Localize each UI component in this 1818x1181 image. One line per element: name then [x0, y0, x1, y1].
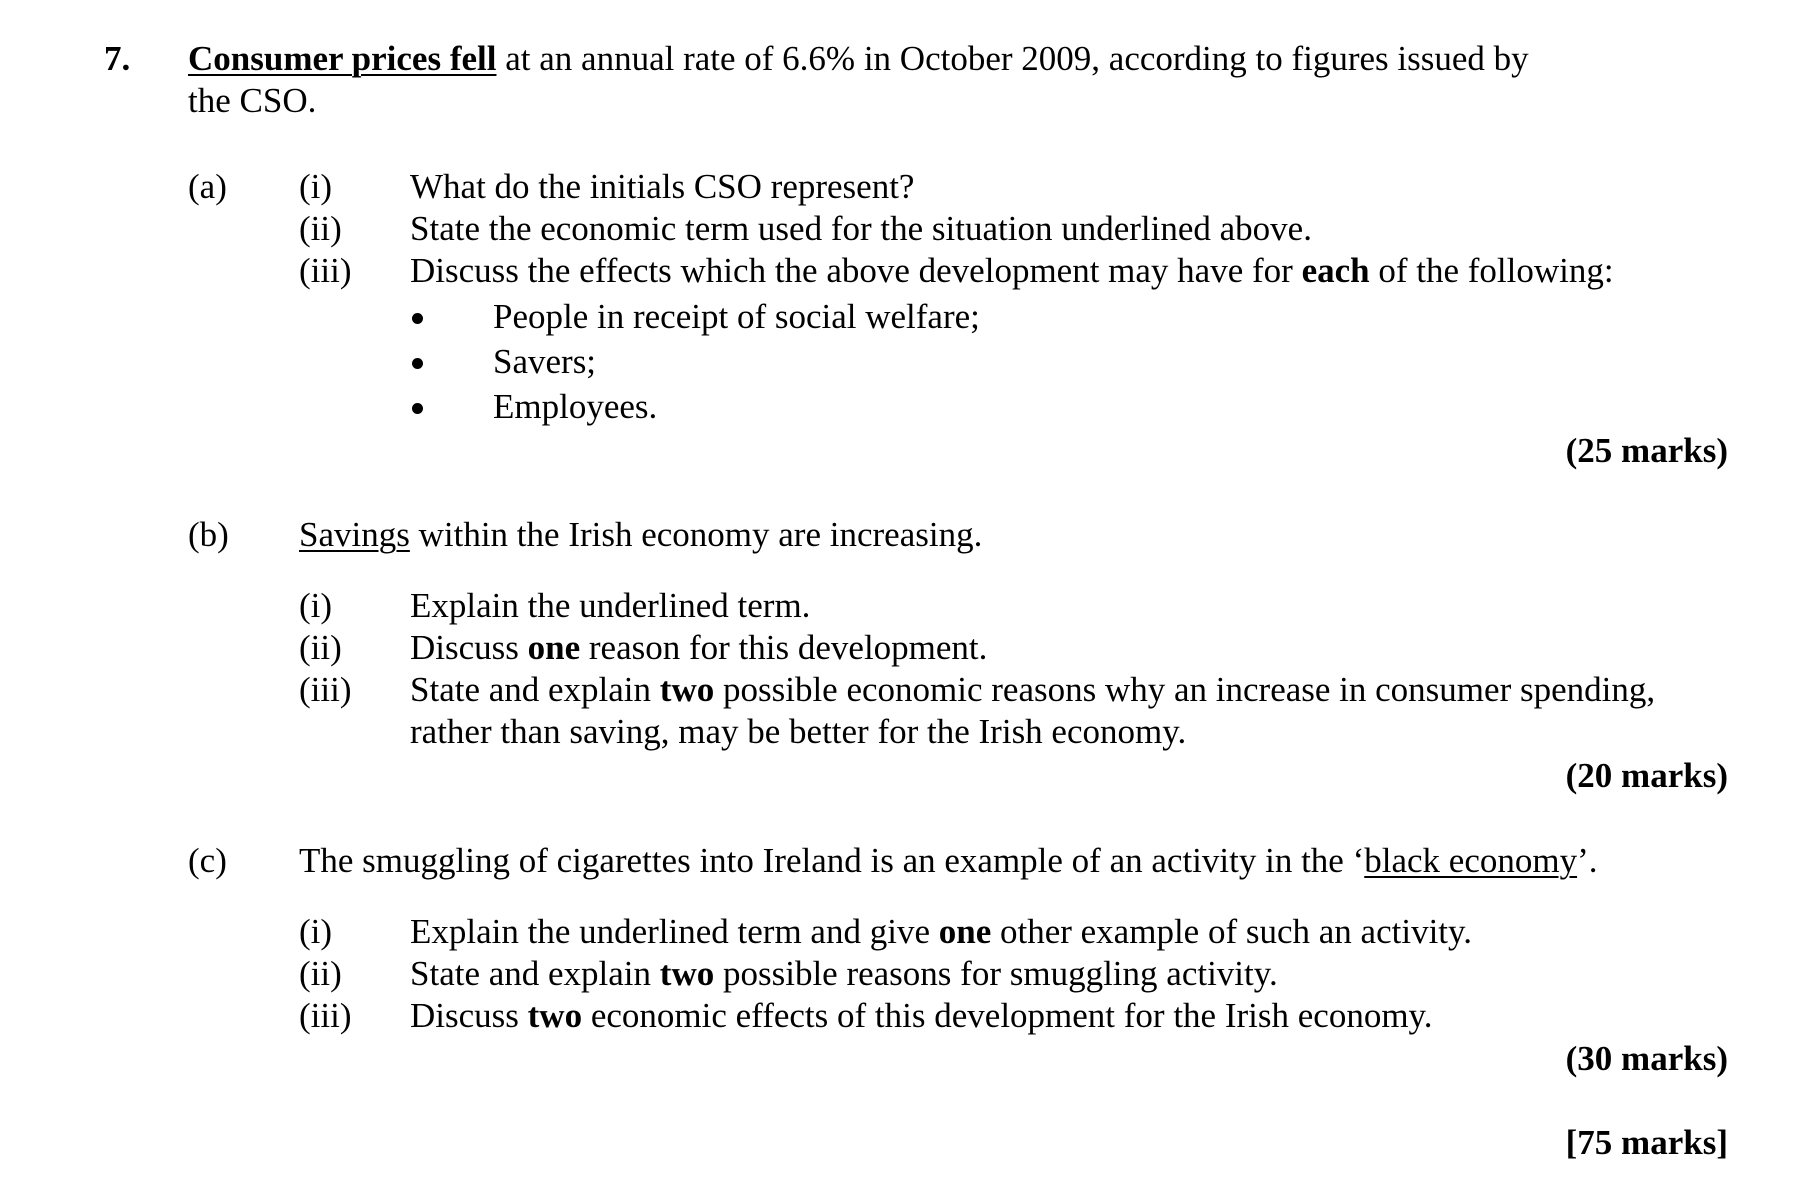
- text-segment: Discuss the effects which the above development may have for: [410, 251, 1302, 290]
- underlined-term: black economy: [1364, 841, 1578, 880]
- text-segment: possible reasons for smuggling activity.: [714, 954, 1278, 993]
- text-segment: State and explain: [410, 954, 660, 993]
- part-c-item-2-text: [410, 953, 1278, 995]
- part-c-item-1-num: (i): [299, 912, 333, 951]
- part-c-marks: (30 marks): [1565, 1039, 1728, 1078]
- text-segment: other example of such an activity.: [991, 912, 1472, 951]
- question-intro-line2: the CSO.: [188, 81, 317, 120]
- text-segment: The smuggling of cigarettes into Ireland is an example of an activity in the ‘: [299, 841, 1365, 880]
- intro-text: at an annual rate of 6.6% in October 2009, according to figures issued by: [496, 39, 1529, 78]
- part-a-item-1-text: What do the initials CSO represent?: [410, 167, 915, 206]
- part-a-bullet-3: Employees.: [493, 387, 658, 426]
- emphasis-word: one: [527, 628, 581, 667]
- text-segment: Discuss: [410, 628, 528, 667]
- part-c-item-1-text: [410, 911, 1472, 953]
- emphasis-word: two: [659, 954, 715, 993]
- text-segment: economic effects of this development for the Irish economy.: [582, 996, 1433, 1035]
- part-c-item-2-num: (ii): [299, 954, 342, 993]
- part-a-bullet-1: People in receipt of social welfare;: [493, 297, 980, 336]
- part-a-item-2-num: (ii): [299, 209, 342, 248]
- part-b-item-2-num: (ii): [299, 628, 342, 667]
- part-b-item-1-num: (i): [299, 586, 333, 625]
- emphasis-word: two: [527, 996, 583, 1035]
- part-b-item-2-text: [410, 627, 987, 669]
- text-segment: of the following:: [1369, 251, 1614, 290]
- part-b-stem: [299, 514, 982, 556]
- part-b-item-3-num: (iii): [299, 670, 352, 709]
- part-a-marks: (25 marks): [1565, 431, 1728, 470]
- part-c-item-3-num: (iii): [299, 996, 352, 1035]
- part-a-item-1-num: (i): [299, 167, 333, 206]
- intro-underlined-phrase: Consumer prices fell: [188, 39, 497, 78]
- part-a-item-3-num: (iii): [299, 251, 352, 290]
- emphasis-word: each: [1301, 251, 1370, 290]
- part-a-item-3-text: [410, 250, 1614, 292]
- part-b-marks: (20 marks): [1565, 756, 1728, 795]
- part-c-stem: [299, 840, 1597, 882]
- text-segment: reason for this development.: [580, 628, 988, 667]
- text-segment: within the Irish economy are increasing.: [409, 515, 983, 554]
- text-segment: possible economic reasons why an increase in consumer spending,: [714, 670, 1656, 709]
- part-c-item-3-text: [410, 995, 1433, 1037]
- underlined-term: Savings: [299, 515, 410, 554]
- bullet-icon: [412, 403, 423, 414]
- text-segment: ’.: [1577, 841, 1598, 880]
- part-b-label: (b): [188, 515, 229, 554]
- emphasis-word: two: [659, 670, 715, 709]
- part-a-bullet-2: Savers;: [493, 342, 597, 381]
- text-segment: Discuss: [410, 996, 528, 1035]
- part-b-item-3-text: [410, 669, 1655, 711]
- text-segment: Explain the underlined term and give: [410, 912, 939, 951]
- part-c-label: (c): [188, 841, 227, 880]
- part-a-item-2-text: State the economic term used for the situation underlined above.: [410, 209, 1312, 248]
- question-number: 7.: [104, 39, 131, 78]
- bullet-icon: [412, 358, 423, 369]
- total-marks: [75 marks]: [1565, 1123, 1728, 1162]
- emphasis-word: one: [938, 912, 992, 951]
- part-b-item-3-text-line2: rather than saving, may be better for the Irish economy.: [410, 712, 1187, 751]
- text-segment: State and explain: [410, 670, 660, 709]
- question-intro-line1: [188, 38, 1529, 80]
- bullet-icon: [412, 313, 423, 324]
- part-b-item-1-text: Explain the underlined term.: [410, 586, 811, 625]
- part-a-label: (a): [188, 167, 227, 206]
